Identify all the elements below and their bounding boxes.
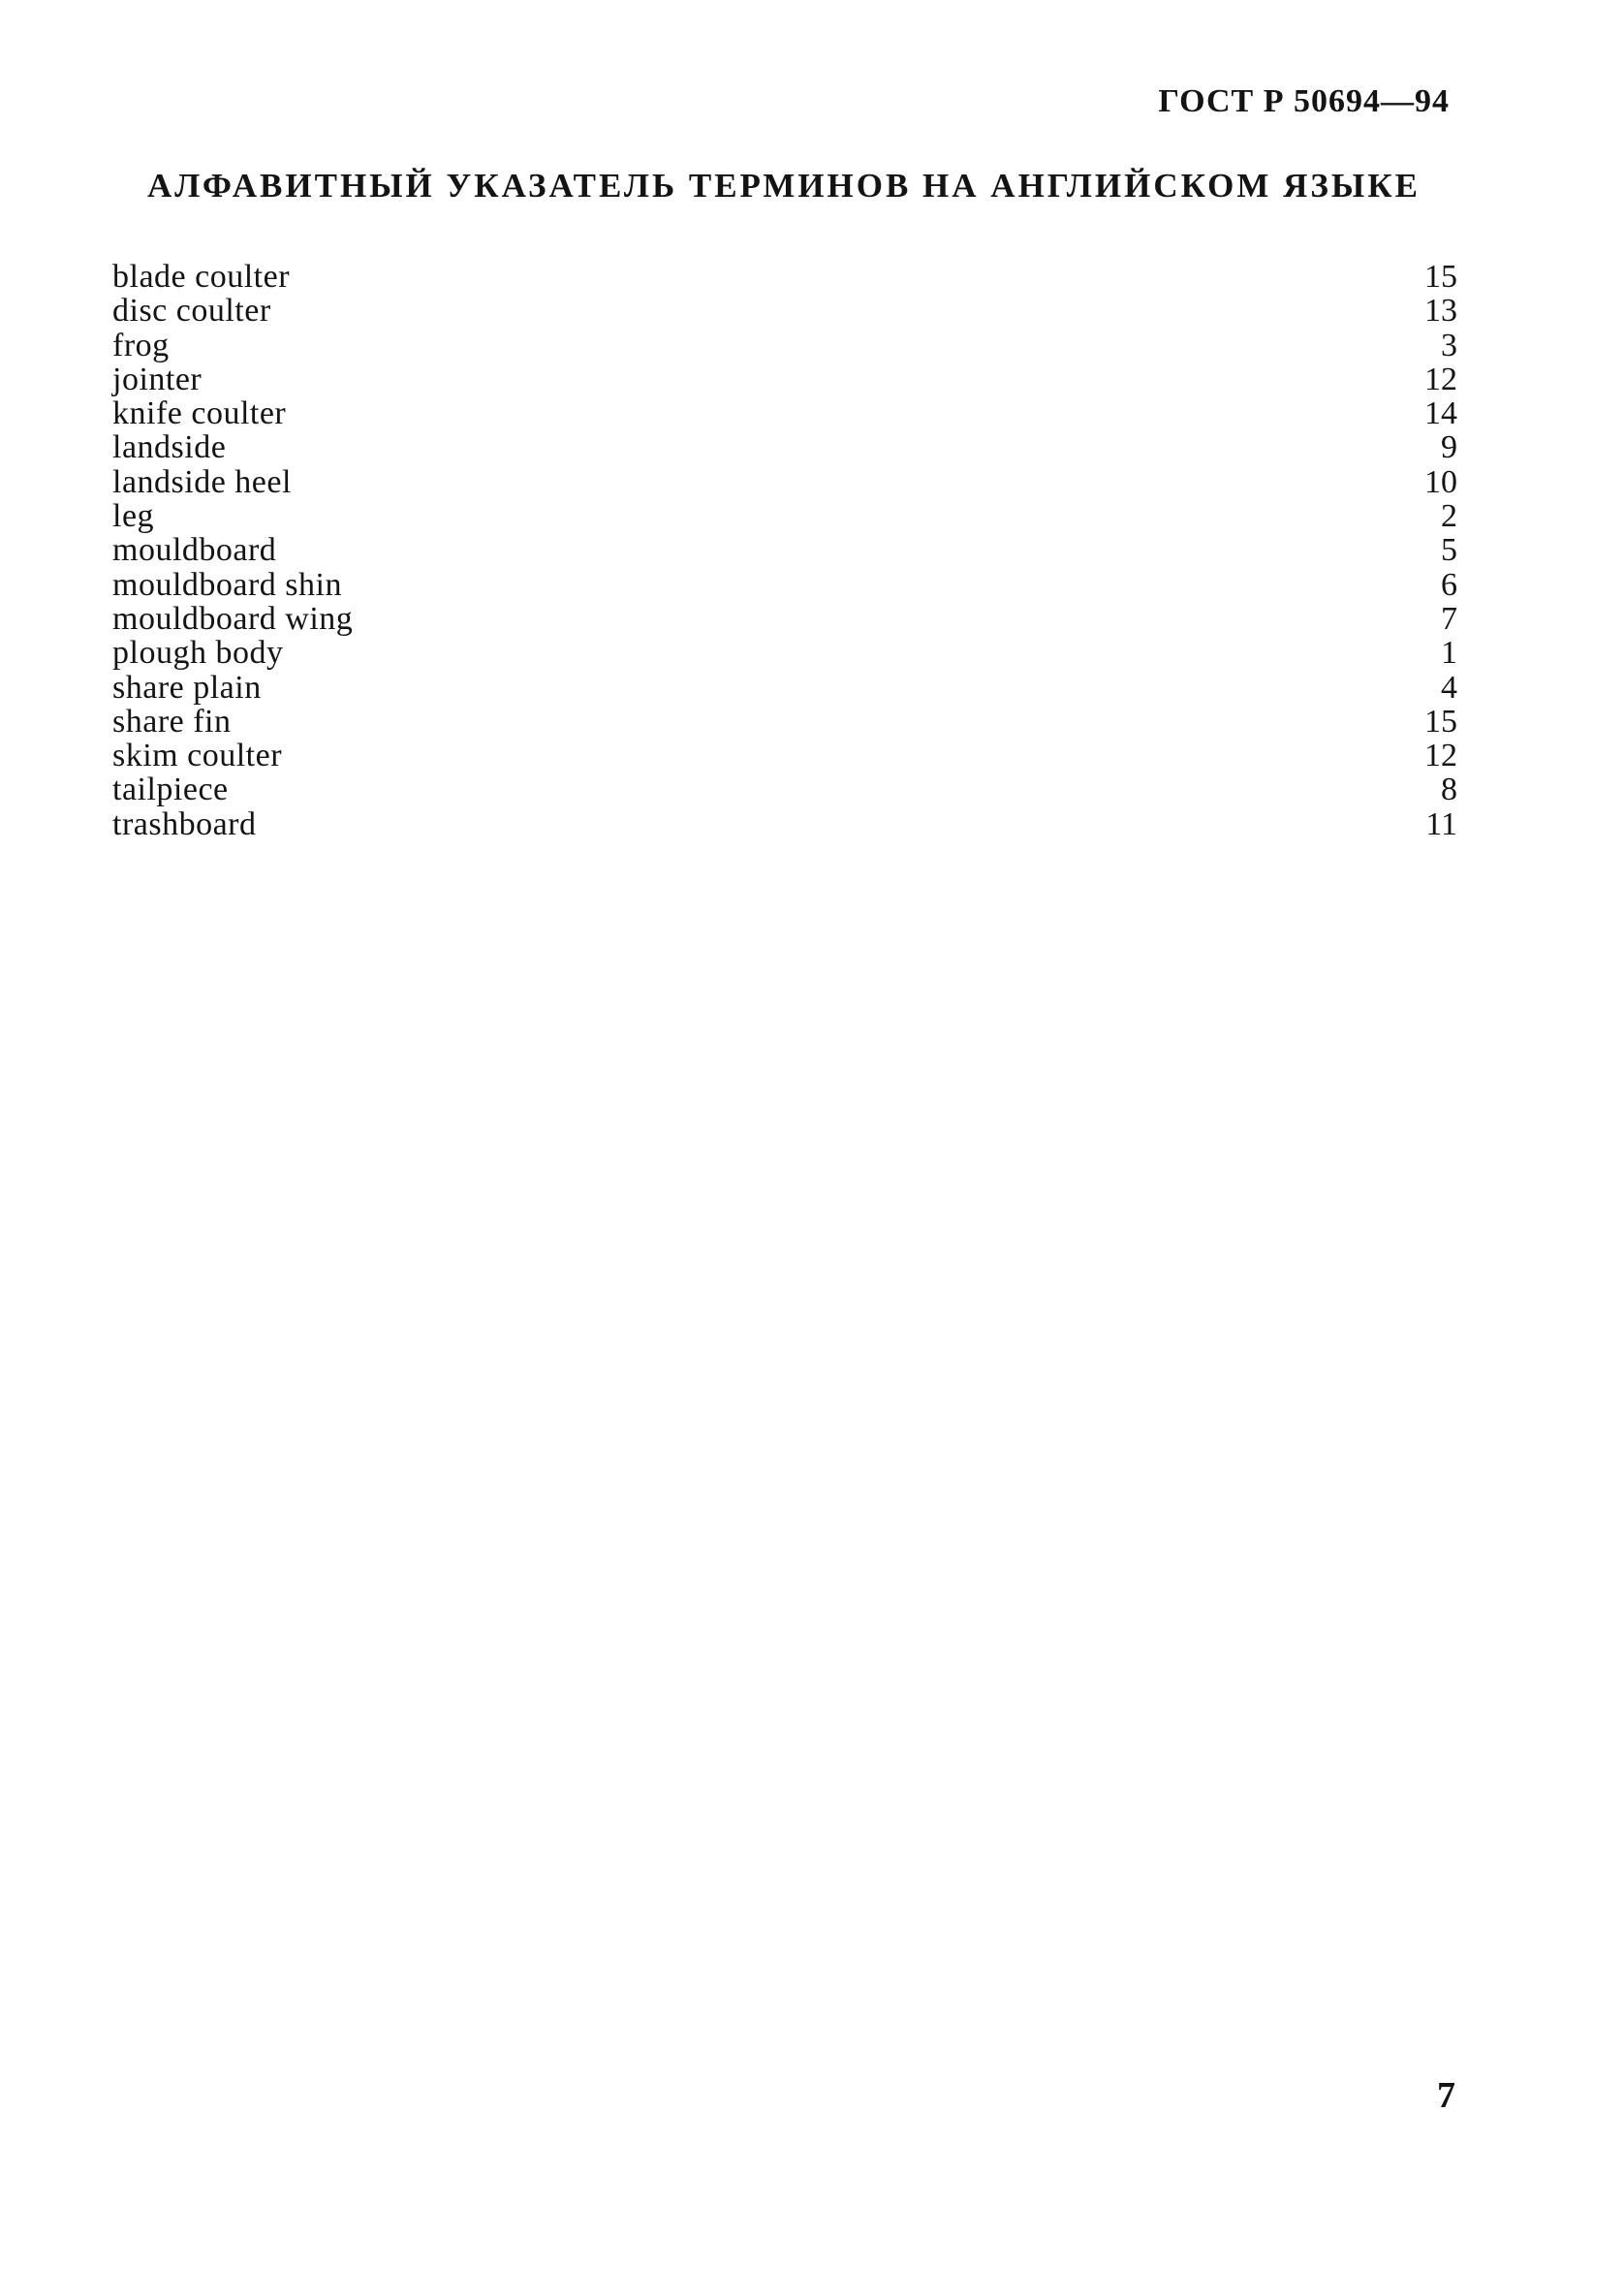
term-name: mouldboard shin [112, 566, 342, 603]
term-row [112, 499, 1457, 533]
term-row [112, 705, 1457, 739]
term-row [112, 396, 1457, 430]
term-row [112, 294, 1457, 328]
term-name: disc coulter [112, 293, 271, 330]
term-number: 6 [1441, 566, 1457, 603]
term-name: landside heel [112, 463, 292, 500]
term-row [112, 329, 1457, 362]
term-row [112, 739, 1457, 772]
term-number: 12 [1424, 361, 1457, 397]
term-name: knife coulter [112, 395, 287, 432]
term-name: share fin [112, 703, 232, 740]
document-code: ГОСТ Р 50694—94 [1158, 83, 1450, 119]
term-number: 3 [1441, 327, 1457, 363]
term-row [112, 772, 1457, 806]
term-number: 15 [1424, 703, 1457, 740]
term-row [112, 430, 1457, 464]
term-number: 7 [1441, 600, 1457, 637]
term-row [112, 807, 1457, 841]
index-title: АЛФАВИТНЫЙ УКАЗАТЕЛЬ ТЕРМИНОВ НА АНГЛИЙСКОМ ЯЗЫКЕ [147, 167, 1421, 205]
term-number: 2 [1441, 498, 1457, 535]
term-row [112, 260, 1457, 294]
term-name: frog [112, 327, 170, 363]
term-row [112, 602, 1457, 636]
term-number: 9 [1441, 429, 1457, 466]
term-number: 5 [1441, 532, 1457, 569]
term-name: landside [112, 429, 227, 466]
term-number: 15 [1424, 259, 1457, 295]
term-name: blade coulter [112, 259, 291, 295]
term-number: 12 [1424, 738, 1457, 774]
term-number: 14 [1424, 395, 1457, 432]
term-name: share plain [112, 669, 262, 706]
term-row [112, 465, 1457, 499]
page-number: 7 [1437, 2075, 1455, 2116]
term-name: tailpiece [112, 772, 229, 808]
term-number: 4 [1441, 669, 1457, 706]
term-number: 10 [1424, 463, 1457, 500]
term-name: trashboard [112, 805, 257, 842]
term-number: 13 [1424, 293, 1457, 330]
term-row [112, 671, 1457, 705]
term-index-list [112, 260, 1457, 841]
term-number: 11 [1425, 805, 1457, 842]
term-row [112, 568, 1457, 602]
term-name: leg [112, 498, 155, 535]
term-number: 1 [1441, 635, 1457, 672]
term-row [112, 636, 1457, 670]
term-row [112, 533, 1457, 567]
term-name: plough body [112, 635, 284, 672]
term-name: mouldboard wing [112, 600, 354, 637]
term-name: mouldboard [112, 532, 277, 569]
term-name: jointer [112, 361, 203, 397]
term-row [112, 362, 1457, 396]
term-number: 8 [1441, 772, 1457, 808]
term-name: skim coulter [112, 738, 283, 774]
